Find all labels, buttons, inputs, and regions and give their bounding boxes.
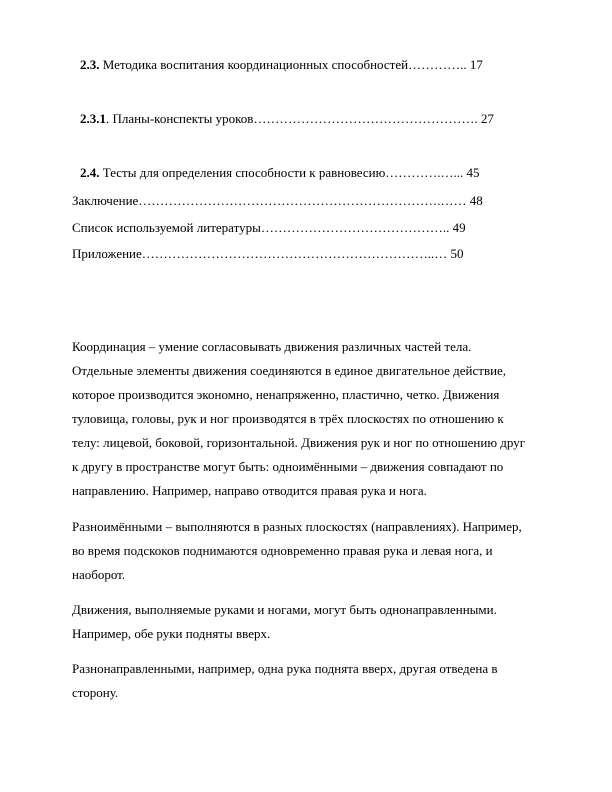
body-paragraph: [72, 515, 552, 587]
toc-entry-leader: …………………………………………………………….……: [138, 193, 467, 208]
toc-entry-title: Тесты для определения способности к равновесию: [99, 165, 386, 180]
toc-entry-page: 49: [449, 220, 466, 235]
toc-entry-conclusion: [72, 193, 483, 209]
toc-entry-page: . 45: [460, 165, 480, 180]
paragraph-line: наоборот.: [72, 567, 126, 582]
paragraph-line: сторону.: [72, 685, 119, 700]
body-paragraph: [72, 598, 552, 646]
toc-entry-leader: ………….: [408, 57, 464, 72]
toc-entry-references: [72, 220, 466, 236]
toc-entry-title: . Планы-конспекты уроков: [106, 111, 254, 126]
body-paragraph: [72, 335, 552, 503]
paragraph-line: Движения, выполняемые руками и ногами, могут быть однонаправленными.: [72, 602, 497, 617]
toc-entry-appendix: [72, 246, 464, 262]
toc-entry-title: Приложение: [72, 246, 142, 261]
toc-entry-page: 50: [447, 246, 464, 261]
paragraph-line: которое производится экономно, ненапряженно, пластично, четко. Движения: [72, 387, 500, 402]
paragraph-line: Например, обе руки подняты вверх.: [72, 626, 271, 641]
paragraph-line: Отдельные элементы движения соединяются в единое двигательное действие,: [72, 363, 507, 378]
toc-entry-2-4: [80, 165, 480, 181]
paragraph-line: во время подскоков поднимаются одновременно правая рука и левая нога, и: [72, 543, 493, 558]
toc-entry-number: 2.3.1: [80, 111, 106, 126]
toc-entry-page: . 27: [474, 111, 494, 126]
toc-entry-leader: …………………………………………………………..…: [141, 246, 448, 261]
paragraph-line: направлению. Например, направо отводится правая рука и нога.: [72, 483, 427, 498]
toc-entry-leader: ……………………………………..: [260, 220, 450, 235]
toc-entry-page: 48: [466, 193, 483, 208]
toc-entry-title: Список используемой литературы: [72, 220, 261, 235]
paragraph-line: туловища, головы, рук и ног производятся в трёх плоскостях по отношению к: [72, 411, 504, 426]
paragraph-line: Разнонаправленными, например, одна рука поднята вверх, другая отведена в: [72, 661, 498, 676]
toc-entry-title: Заключение: [72, 193, 139, 208]
toc-entry-leader: ……………………………………………: [253, 111, 475, 126]
toc-entry-page: . 17: [463, 57, 483, 72]
toc-entry-number: 2.4.: [80, 165, 100, 180]
paragraph-line: Разноимёнными – выполняются в разных плоскостях (направлениях). Например,: [72, 519, 522, 534]
toc-entry-number: 2.3.: [80, 57, 100, 72]
toc-entry-leader: ………….…..: [385, 165, 461, 180]
toc-entry-2-3-1: [80, 111, 494, 127]
paragraph-line: телу: лицевой, боковой, горизонтальной. Движения рук и ног по отношению друг: [72, 435, 526, 450]
body-paragraph: [72, 657, 552, 705]
paragraph-line: Координация – умение согласовывать движения различных частей тела.: [72, 339, 472, 354]
paragraph-line: к другу в пространстве могут быть: одноимёнными – движения совпадают по: [72, 459, 504, 474]
toc-entry-2-3: [80, 57, 483, 73]
toc-entry-title: Методика воспитания координационных способностей: [99, 57, 409, 72]
